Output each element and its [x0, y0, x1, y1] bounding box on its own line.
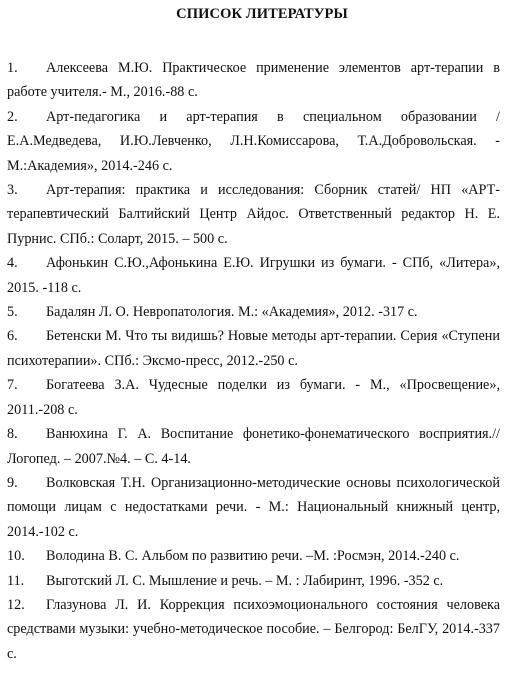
reference-number: 5. — [7, 304, 18, 321]
reference-entry — [7, 471, 500, 544]
reference-number: 4. — [7, 255, 18, 272]
reference-entry — [7, 373, 500, 422]
reference-entry — [7, 544, 500, 568]
reference-text: Арт-педагогика и арт-терапия в специальном образовании / Е.А.Медведева, И.Ю.Левченко, Л.Н.Комиссарова, Т.А.Добровольская. - М.:Академия», 2014.-246 с. — [7, 108, 500, 174]
reference-number: 1. — [7, 60, 18, 76]
reference-number: 8. — [7, 426, 18, 443]
reference-list — [7, 56, 500, 666]
reference-number: 10. — [7, 548, 25, 565]
reference-text: Волковская Т.Н. Организационно-методические основы психологической помощи лицам с недостатками речи. - М.: Национальный книжный центр, 2014.-102 с. — [7, 474, 500, 540]
reference-number: 6. — [7, 328, 18, 345]
reference-text: Выготский Л. С. Мышление и речь. – М. : Лабиринт, 1996. -352 с. — [46, 572, 444, 589]
reference-number: 7. — [7, 377, 18, 394]
reference-text: Алексеева М.Ю. Практическое применение элементов арт-терапии в работе учителя.- М., 2016.-88 с. — [7, 60, 500, 101]
reference-entry — [7, 251, 500, 300]
reference-number: 9. — [7, 474, 18, 491]
reference-text: Володина В. С. Альбом по развитию речи. –М. :Росмэн, 2014.-240 с. — [46, 548, 460, 565]
reference-number: 12. — [7, 596, 25, 613]
reference-entry — [7, 105, 500, 178]
reference-entry — [7, 593, 500, 666]
reference-entry — [7, 569, 500, 593]
reference-entry — [7, 324, 500, 373]
reference-entry — [7, 56, 500, 105]
reference-text: Богатеева З.А. Чудесные поделки из бумаги. - М., «Просвещение», 2011.-208 с. — [7, 377, 500, 418]
reference-entry — [7, 300, 500, 324]
page-title: СПИСОК ЛИТЕРАТУРЫ — [176, 6, 348, 22]
reference-text: Афонькин С.Ю.,Афонькина Е.Ю. Игрушки из бумаги. - СПб, «Литера», 2015. -118 с. — [7, 255, 500, 296]
reference-entry — [7, 422, 500, 471]
reference-number: 11. — [7, 572, 25, 589]
reference-text: Арт-терапия: практика и исследования: Сборник статей/ НП «АРТ-терапевтический Балтийский Центр Айдос. Ответственный редактор Н. Е. Пурнис. СПб.: Соларт, 2015. – 500 с. — [7, 182, 500, 247]
reference-number: 3. — [7, 182, 18, 199]
reference-entry — [7, 178, 500, 251]
reference-number: 2. — [7, 108, 18, 125]
reference-text: Ванюхина Г. А. Воспитание фонетико-фонематического восприятия.// Логопед. – 2007.№4. – С. 4-14. — [7, 426, 500, 467]
reference-text: Бадалян Л. О. Невропатология. М.: «Академия», 2012. -317 с. — [46, 304, 418, 321]
reference-text: Бетенски М. Что ты видишь? Новые методы арт-терапии. Серия «Ступени психотерапии». СПб.: Эксмо-пресс, 2012.-250 с. — [7, 328, 500, 369]
reference-text: Глазунова Л. И. Коррекция психоэмоционального состояния человека средствами музыки: учебно-методическое пособие. – Белгород: БелГУ, 2014.-337 с. — [7, 596, 500, 662]
